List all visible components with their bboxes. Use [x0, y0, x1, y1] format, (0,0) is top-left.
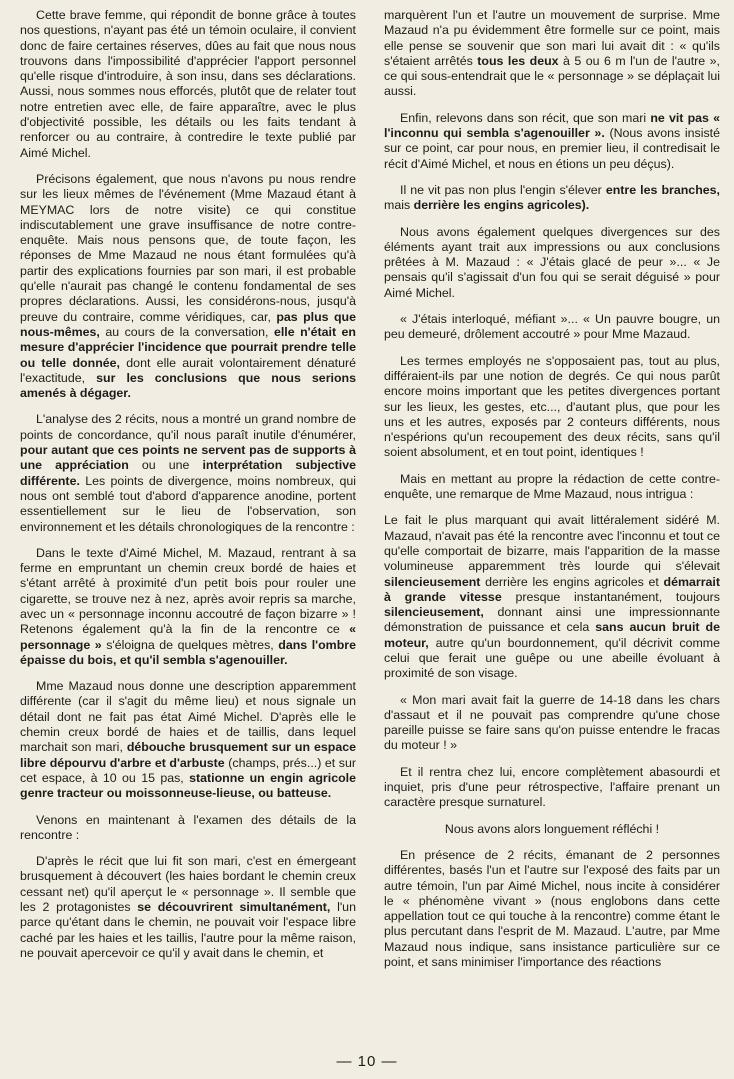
paragraph: « J'étais interloqué, méfiant »... « Un pauvre bougre, un peu demeuré, drôlement accoutré » pour Mme Mazaud.	[384, 312, 720, 342]
paragraph	[20, 172, 356, 401]
bold-text: « personnage »	[20, 622, 356, 652]
bold-text: silencieusement	[384, 574, 481, 589]
text-run: l'un parce qu'étant dans le chemin, ne pouvait voir l'espace libre caché par les haies et les taillis, l'autre pour la même raison, ne pouvait apercevoir ce qu'il y avait dans le chemin, et	[20, 900, 356, 960]
paragraph: Cette brave femme, qui répondit de bonne grâce à toutes nos questions, n'ayant pas été un témoin oculaire, il convient donc de faire certaines réserves, dûes au fait que nous nous trouvons dans l'impossibilité d'apprécier l'apport personnel qu'elle risque d'introduire, à son insu, dans ses déclarations. Aussi, nous sommes nous efforcés, plutôt que de relater tout notre entretien avec elle, de faire apparaître, avec le plus d'objectivité possible, les détails ou les faits tendant à renforcer ou au contraire, à contredire le texte publié par Aimé Michel.	[20, 8, 356, 160]
text-run: dont elle aurait volontairement dénaturé l'exactitude,	[20, 355, 356, 385]
paragraph	[384, 513, 720, 681]
bold-text: ne vit pas « l'inconnu qui sembla s'agenouiller ».	[384, 110, 720, 141]
right-column	[384, 8, 720, 981]
text-run: presque instantanément, toujours	[515, 589, 720, 604]
text-run: au cours de la conversation,	[105, 324, 269, 339]
quote-paragraph: « Mon mari avait fait la guerre de 14-18 dans les chars d'assaut et il ne pouvait pas comprendre qu'une chose pareille puisse se faire sans qu'on puisse entendre le fracas du moteur ! »	[384, 692, 720, 753]
bold-text: sans aucun bruit de moteur,	[384, 620, 720, 650]
paragraph: Mais en mettant au propre la rédaction de cette contre-enquête, une remarque de Mme Mazaud, nous intrigua :	[384, 471, 720, 502]
paragraph: Nous avons alors longuement réfléchi !	[444, 821, 660, 836]
text-run: ou une	[141, 458, 190, 473]
text-run: à 5 ou 6 m l'un de l'autre », ce qui sous-entendrait que le « personnage » se déplaçait lui aussi.	[384, 53, 720, 99]
text-run: Les points de divergence, moins nombreux, qui nous ont semblé tout d'abord d'apparence anodine, portent essentiellement sur le lieu de l'observation, son environnement et les détails chronologiques de la rencontre :	[20, 473, 356, 534]
paragraph	[20, 412, 356, 534]
page-number: — 10 —	[336, 1053, 398, 1070]
bold-text: tous les deux	[477, 53, 559, 68]
text-run: Il ne vit pas non plus l'engin s'élever	[400, 182, 602, 197]
left-column	[20, 8, 356, 972]
bold-text: silencieusement,	[384, 605, 484, 620]
text-run: s'éloigna de quelques mètres,	[106, 637, 274, 652]
paragraph	[384, 111, 720, 172]
paragraph: En présence de 2 récits, émanant de 2 personnes différentes, basés l'un et l'autre sur l'exposé des faits par un autre témoin, l'un par Aimé Michel, nous incite à considérer le « phénomène vivant » (nous englobons dans cette appellation tout ce qui touche à la rencontre) comme étant le plus percutant dans l'esprit de M. Mazaud. L'autre, par Mme Mazaud nous indique, sans insistance particulière sur ce point, et sans minimiser l'importance des réactions	[384, 847, 720, 970]
paragraph: Nous avons également quelques divergences sur des éléments ayant trait aux impressions ou aux conclusions prêtées à M. Mazaud : « J'étais glacé de peur »... « Je pensais qu'il s'agissait d'un fou qui se serait déguisé » pour Aimé Michel.	[384, 224, 720, 300]
paragraph: Venons en maintenant à l'examen des détails de la rencontre :	[20, 812, 356, 842]
paragraph	[20, 546, 356, 668]
text-run: donnant ainsi une impressionnante démonstration de puissance et cela	[384, 605, 720, 635]
bold-text: derrière les engins agricoles).	[413, 198, 590, 213]
bold-text: se découvrirent simultanément,	[137, 900, 331, 915]
text-run: autre qu'un bourdonnement, qu'il décrivit comme celui que ferait une guêpe ou une abeille évoluant à proximité de son visage.	[384, 635, 720, 681]
text-run: Le fait le plus marquant qui avait littéralement sidéré M. Mazaud, n'avait pas été la rencontre avec l'inconnu et tout ce qu'elle comportait de bizarre, mais l'apparition de la masse volumineuse apparemment très lourde qui s'élevait	[384, 513, 720, 574]
text-run: D'après le récit que lui fit son mari, c'est en émergeant brusquement à découvert (les haies bordant le chemin creux cessant net) qu'il aperçut le « personnage ». Il semble que les 2 protagonistes	[20, 854, 356, 915]
paragraph	[384, 183, 720, 214]
paragraph	[20, 854, 356, 961]
bold-text: entre les branches,	[605, 182, 720, 197]
bold-text: débouche brusquement sur un espace libre dépourvu d'arbre et d'arbuste	[20, 740, 356, 770]
text-run: (Nous avons insisté sur ce point, car pour nous, en premier lieu, il contredisait le récit d'Aimé Michel, et nous en étions un peu déçus).	[384, 126, 720, 171]
text-run: Enfin, relevons dans son récit, que son mari	[400, 110, 647, 125]
text-run: mais	[384, 198, 411, 213]
bold-text: démarrait à grande vitesse	[384, 574, 720, 604]
paragraph	[20, 679, 356, 801]
paragraph	[384, 8, 720, 100]
text-run: L'analyse des 2 récits, nous a montré un grand nombre de points de concordance, qu'il nous paraît inutile d'énumérer,	[20, 412, 356, 442]
bold-text: interprétation subjective différente.	[20, 458, 356, 488]
bold-text: stationne un engin agricole genre tracteur ou moissonneuse-lieuse, ou batteuse.	[20, 770, 356, 801]
text-run: (champs, prés...) et sur cet espace, à 10 ou 15 pas,	[20, 755, 356, 785]
bold-text: elle n'était en mesure d'apprécier l'incidence que pourrait prendre telle ou telle donnée,	[20, 324, 356, 370]
text-run: Précisons également, que nous n'avons pu nous rendre sur les lieux mêmes de l'événement (Mme Mazaud étant à MEYMAC lors de notre visite) ce qui constitue indiscutablement une grave insuffisance de notre contre-enquête. Mais nous pensons que, de toute façon, les réponses de Mme Mazaud ne nous étant formulées qu'à partir des explications fournies par son mari, il est probable qu'elle n'aurait pas changé le contenu fondamental de ses propres déclarations. Aussi, les considérons-nous, jusqu'à preuve du contraire, comme véridiques, car,	[20, 171, 356, 324]
bold-text: dans l'ombre épaisse du bois, et qu'il sembla s'agenouiller.	[20, 637, 356, 667]
paragraph: Les termes employés ne s'opposaient pas, tout au plus, différaient-ils par une notion de degrés. Ce qui nous parût encore moins important que les petites divergences portant sur les lieux, les gestes, etc..., d'autant plus, que pour les uns et les autres, exposés par 2 conteurs différents, nous n'espérions qu'un recoupement des deux récits, sans qu'il soient absolument, et en tout point, identiques !	[384, 353, 720, 460]
paragraph: Et il rentra chez lui, encore complètement abasourdi et inquiet, pris d'une peur rétrospective, l'affaire prenant un caractère presque surnaturel.	[384, 764, 720, 810]
text-run: derrière les engins agricoles et	[485, 574, 659, 589]
text-run: Dans le texte d'Aimé Michel, M. Mazaud, rentrant à sa ferme en empruntant un chemin creux bordé de haies et s'étant arrêté à proximité d'un petit bois pour rouler une cigarette, se trouve nez à nez, après avoir repris sa marche, avec un « personnage inconnu accoutré de façon bizarre » ! Retenons également qu'à la fin de la rencontre ce	[20, 545, 356, 637]
bold-text: sur les conclusions que nous serions amenés à dégager.	[20, 370, 356, 401]
bold-text: pas plus que nous-mêmes,	[20, 309, 356, 339]
bold-text: pour autant que ces points ne servent pas de supports à une appréciation	[20, 443, 356, 473]
text-run: marquèrent l'un et l'autre un mouvement de surprise. Mme Mazaud n'a pu évidemment être formelle sur ce point, mais elle pense se souvenir que son mari lui avait dit : « qu'ils s'étaient arrêtés	[384, 8, 720, 68]
text-run: Mme Mazaud nous donne une description apparemment différente (car il s'agit du même lieu) et nous signale un détail dont ne fait pas état Aimé Michel. D'après elle le chemin creux bordé de haies et de taillis, dans lequel marchait son mari,	[20, 679, 356, 755]
